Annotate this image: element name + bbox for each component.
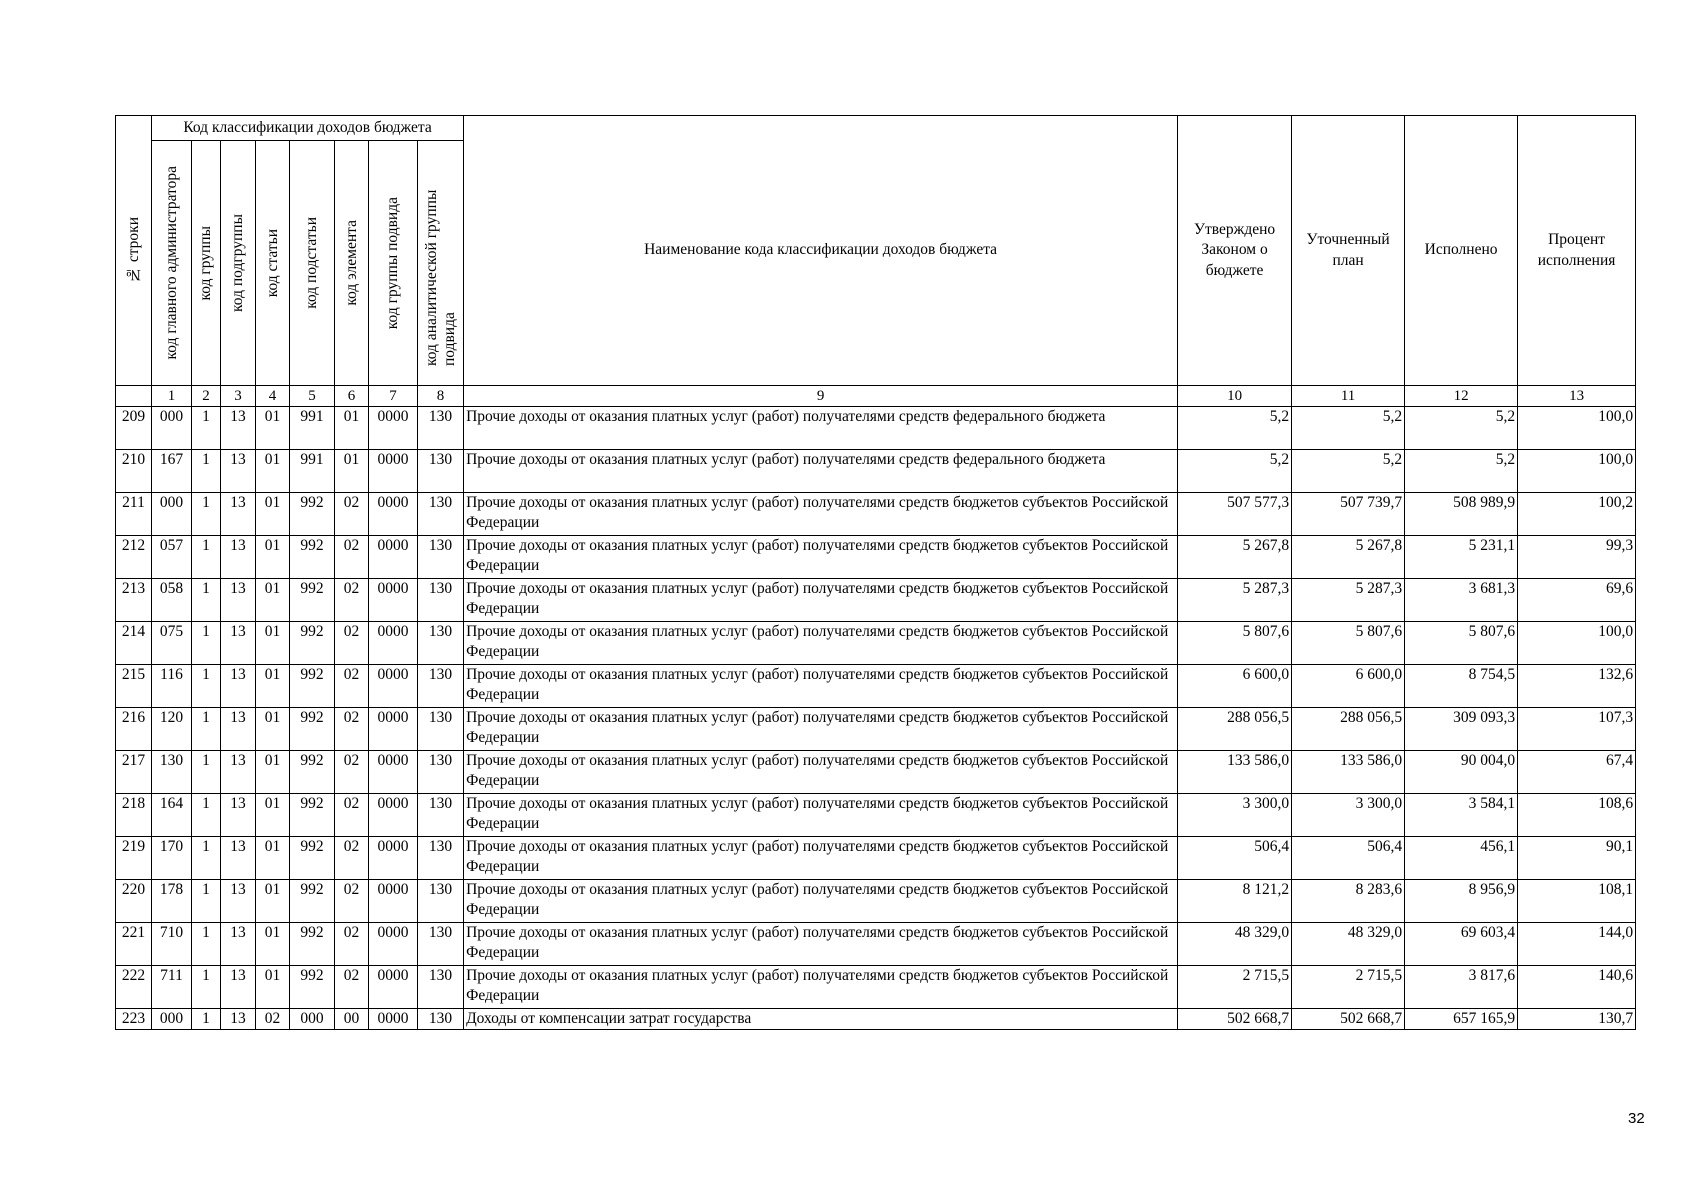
approved-amount-cell: 506,4 [1178, 837, 1292, 880]
revised-plan-cell: 5 287,3 [1292, 579, 1405, 622]
column-number: 9 [464, 386, 1178, 407]
subtype-group-code-cell: 0000 [369, 1009, 418, 1030]
approved-amount-cell: 5,2 [1178, 407, 1292, 450]
subtype-group-code-cell: 0000 [369, 665, 418, 708]
row-number-cell: 216 [116, 708, 152, 751]
subtype-group-code-cell: 0000 [369, 966, 418, 1009]
column-number: 8 [418, 386, 464, 407]
header-name: Наименование кода классификации доходов бюджета [464, 116, 1178, 386]
table-row [116, 751, 1636, 794]
article-code-cell: 01 [256, 407, 290, 450]
subtype-group-code-cell: 0000 [369, 493, 418, 536]
revenue-name-cell: Прочие доходы от оказания платных услуг (работ) получателями средств бюджетов субъектов Российской Федерации [464, 708, 1178, 751]
executed-amount-cell: 5 231,1 [1405, 536, 1518, 579]
header-percent: Процент исполнения [1518, 116, 1636, 386]
element-code-cell: 00 [335, 1009, 369, 1030]
revenue-name-cell: Прочие доходы от оказания платных услуг (работ) получателями средств бюджетов субъектов Российской Федерации [464, 837, 1178, 880]
admin-code-cell: 120 [152, 708, 192, 751]
executed-amount-cell: 69 603,4 [1405, 923, 1518, 966]
group-code-cell: 1 [192, 966, 221, 1009]
admin-code-cell: 075 [152, 622, 192, 665]
column-number: 1 [152, 386, 192, 407]
article-code-cell: 01 [256, 493, 290, 536]
subgroup-code-cell: 13 [221, 579, 256, 622]
executed-amount-cell: 3 681,3 [1405, 579, 1518, 622]
revised-plan-cell: 3 300,0 [1292, 794, 1405, 837]
analytic-group-code-cell: 130 [418, 923, 464, 966]
header-code-subarticle: код подстатьи [290, 141, 335, 386]
table-row [116, 450, 1636, 493]
group-code-cell: 1 [192, 665, 221, 708]
group-code-cell: 1 [192, 536, 221, 579]
article-code-cell: 01 [256, 966, 290, 1009]
subarticle-code-cell: 991 [290, 407, 335, 450]
header-code-article: код статьи [256, 141, 290, 386]
page-number: 32 [1628, 1110, 1645, 1127]
subgroup-code-cell: 13 [221, 751, 256, 794]
admin-code-cell: 130 [152, 751, 192, 794]
row-number-cell: 214 [116, 622, 152, 665]
table-row [116, 966, 1636, 1009]
row-number-cell: 222 [116, 966, 152, 1009]
subgroup-code-cell: 13 [221, 622, 256, 665]
element-code-cell: 02 [335, 880, 369, 923]
subarticle-code-cell: 992 [290, 579, 335, 622]
article-code-cell: 01 [256, 794, 290, 837]
revised-plan-cell: 48 329,0 [1292, 923, 1405, 966]
subgroup-code-cell: 13 [221, 708, 256, 751]
subtype-group-code-cell: 0000 [369, 622, 418, 665]
table-row [116, 579, 1636, 622]
row-number-cell: 212 [116, 536, 152, 579]
subtype-group-code-cell: 0000 [369, 450, 418, 493]
article-code-cell: 01 [256, 579, 290, 622]
table-row [116, 407, 1636, 450]
execution-percent-cell: 100,0 [1518, 407, 1636, 450]
article-code-cell: 01 [256, 450, 290, 493]
revenue-name-cell: Прочие доходы от оказания платных услуг (работ) получателями средств бюджетов субъектов Российской Федерации [464, 923, 1178, 966]
admin-code-cell: 000 [152, 493, 192, 536]
subarticle-code-cell: 992 [290, 536, 335, 579]
subarticle-code-cell: 992 [290, 708, 335, 751]
approved-amount-cell: 2 715,5 [1178, 966, 1292, 1009]
row-number-cell: 215 [116, 665, 152, 708]
table-row [116, 923, 1636, 966]
subgroup-code-cell: 13 [221, 536, 256, 579]
analytic-group-code-cell: 130 [418, 751, 464, 794]
article-code-cell: 01 [256, 665, 290, 708]
subgroup-code-cell: 13 [221, 493, 256, 536]
header-code-subtype-group: код группы подвида [369, 141, 418, 386]
header-code-admin: код главного администратора [152, 141, 192, 386]
column-number: 10 [1178, 386, 1292, 407]
approved-amount-cell: 3 300,0 [1178, 794, 1292, 837]
execution-percent-cell: 140,6 [1518, 966, 1636, 1009]
subgroup-code-cell: 13 [221, 923, 256, 966]
revised-plan-cell: 5 807,6 [1292, 622, 1405, 665]
group-code-cell: 1 [192, 794, 221, 837]
execution-percent-cell: 100,2 [1518, 493, 1636, 536]
column-number: 12 [1405, 386, 1518, 407]
executed-amount-cell: 5,2 [1405, 450, 1518, 493]
executed-amount-cell: 8 956,9 [1405, 880, 1518, 923]
approved-amount-cell: 507 577,3 [1178, 493, 1292, 536]
revised-plan-cell: 506,4 [1292, 837, 1405, 880]
group-code-cell: 1 [192, 579, 221, 622]
element-code-cell: 02 [335, 665, 369, 708]
element-code-cell: 02 [335, 579, 369, 622]
analytic-group-code-cell: 130 [418, 1009, 464, 1030]
element-code-cell: 02 [335, 923, 369, 966]
analytic-group-code-cell: 130 [418, 407, 464, 450]
revenue-name-cell: Прочие доходы от оказания платных услуг (работ) получателями средств федерального бюджета [464, 407, 1178, 450]
execution-percent-cell: 69,6 [1518, 579, 1636, 622]
analytic-group-code-cell: 130 [418, 966, 464, 1009]
execution-percent-cell: 99,3 [1518, 536, 1636, 579]
revised-plan-cell: 2 715,5 [1292, 966, 1405, 1009]
revenue-name-cell: Прочие доходы от оказания платных услуг (работ) получателями средств бюджетов субъектов Российской Федерации [464, 579, 1178, 622]
article-code-cell: 01 [256, 880, 290, 923]
element-code-cell: 02 [335, 966, 369, 1009]
subarticle-code-cell: 000 [290, 1009, 335, 1030]
column-number: 6 [335, 386, 369, 407]
execution-percent-cell: 100,0 [1518, 622, 1636, 665]
executed-amount-cell: 8 754,5 [1405, 665, 1518, 708]
revenue-table [115, 115, 1636, 1030]
group-code-cell: 1 [192, 837, 221, 880]
analytic-group-code-cell: 130 [418, 579, 464, 622]
column-number: 2 [192, 386, 221, 407]
subgroup-code-cell: 13 [221, 794, 256, 837]
subtype-group-code-cell: 0000 [369, 708, 418, 751]
header-executed: Исполнено [1405, 116, 1518, 386]
header-code-subgroup: код подгруппы [221, 141, 256, 386]
header-revised: Уточненный план [1292, 116, 1405, 386]
revenue-name-cell: Прочие доходы от оказания платных услуг (работ) получателями средств бюджетов субъектов Российской Федерации [464, 751, 1178, 794]
subgroup-code-cell: 13 [221, 837, 256, 880]
table-row [116, 665, 1636, 708]
approved-amount-cell: 288 056,5 [1178, 708, 1292, 751]
executed-amount-cell: 508 989,9 [1405, 493, 1518, 536]
revenue-name-cell: Прочие доходы от оказания платных услуг (работ) получателями средств бюджетов субъектов Российской Федерации [464, 665, 1178, 708]
revenue-name-cell: Прочие доходы от оказания платных услуг (работ) получателями средств бюджетов субъектов Российской Федерации [464, 493, 1178, 536]
column-number: 11 [1292, 386, 1405, 407]
revenue-name-cell: Прочие доходы от оказания платных услуг (работ) получателями средств бюджетов субъектов Российской Федерации [464, 622, 1178, 665]
subarticle-code-cell: 992 [290, 622, 335, 665]
revised-plan-cell: 5 267,8 [1292, 536, 1405, 579]
subarticle-code-cell: 992 [290, 837, 335, 880]
column-number [116, 386, 152, 407]
approved-amount-cell: 5,2 [1178, 450, 1292, 493]
table-row [116, 622, 1636, 665]
row-number-cell: 210 [116, 450, 152, 493]
subarticle-code-cell: 992 [290, 751, 335, 794]
admin-code-cell: 710 [152, 923, 192, 966]
admin-code-cell: 058 [152, 579, 192, 622]
table-row [116, 837, 1636, 880]
admin-code-cell: 711 [152, 966, 192, 1009]
row-number-cell: 220 [116, 880, 152, 923]
group-code-cell: 1 [192, 493, 221, 536]
row-number-cell: 219 [116, 837, 152, 880]
table-row [116, 493, 1636, 536]
analytic-group-code-cell: 130 [418, 665, 464, 708]
execution-percent-cell: 108,1 [1518, 880, 1636, 923]
subtype-group-code-cell: 0000 [369, 751, 418, 794]
group-code-cell: 1 [192, 708, 221, 751]
subgroup-code-cell: 13 [221, 1009, 256, 1030]
column-number: 5 [290, 386, 335, 407]
execution-percent-cell: 67,4 [1518, 751, 1636, 794]
subarticle-code-cell: 992 [290, 665, 335, 708]
executed-amount-cell: 90 004,0 [1405, 751, 1518, 794]
row-number-cell: 218 [116, 794, 152, 837]
execution-percent-cell: 100,0 [1518, 450, 1636, 493]
subgroup-code-cell: 13 [221, 407, 256, 450]
executed-amount-cell: 3 584,1 [1405, 794, 1518, 837]
header-classification-group: Код классификации доходов бюджета [152, 116, 464, 141]
revised-plan-cell: 6 600,0 [1292, 665, 1405, 708]
element-code-cell: 02 [335, 837, 369, 880]
subtype-group-code-cell: 0000 [369, 794, 418, 837]
article-code-cell: 02 [256, 1009, 290, 1030]
header-approved: Утверждено Законом о бюджете [1178, 116, 1292, 386]
subarticle-code-cell: 992 [290, 966, 335, 1009]
header-group-row [116, 116, 1636, 141]
admin-code-cell: 057 [152, 536, 192, 579]
executed-amount-cell: 657 165,9 [1405, 1009, 1518, 1030]
row-number-cell: 221 [116, 923, 152, 966]
header-code-group: код группы [192, 141, 221, 386]
revenue-name-cell: Прочие доходы от оказания платных услуг (работ) получателями средств бюджетов субъектов Российской Федерации [464, 880, 1178, 923]
executed-amount-cell: 309 093,3 [1405, 708, 1518, 751]
approved-amount-cell: 5 807,6 [1178, 622, 1292, 665]
executed-amount-cell: 3 817,6 [1405, 966, 1518, 1009]
element-code-cell: 02 [335, 751, 369, 794]
analytic-group-code-cell: 130 [418, 536, 464, 579]
element-code-cell: 02 [335, 536, 369, 579]
subtype-group-code-cell: 0000 [369, 579, 418, 622]
article-code-cell: 01 [256, 751, 290, 794]
revenue-name-cell: Доходы от компенсации затрат государства [464, 1009, 1178, 1030]
approved-amount-cell: 502 668,7 [1178, 1009, 1292, 1030]
analytic-group-code-cell: 130 [418, 837, 464, 880]
element-code-cell: 01 [335, 450, 369, 493]
article-code-cell: 01 [256, 923, 290, 966]
article-code-cell: 01 [256, 837, 290, 880]
subtype-group-code-cell: 0000 [369, 837, 418, 880]
article-code-cell: 01 [256, 622, 290, 665]
analytic-group-code-cell: 130 [418, 880, 464, 923]
admin-code-cell: 170 [152, 837, 192, 880]
column-number: 4 [256, 386, 290, 407]
approved-amount-cell: 8 121,2 [1178, 880, 1292, 923]
admin-code-cell: 164 [152, 794, 192, 837]
row-number-cell: 217 [116, 751, 152, 794]
admin-code-cell: 000 [152, 1009, 192, 1030]
group-code-cell: 1 [192, 751, 221, 794]
subgroup-code-cell: 13 [221, 450, 256, 493]
subarticle-code-cell: 991 [290, 450, 335, 493]
executed-amount-cell: 456,1 [1405, 837, 1518, 880]
element-code-cell: 01 [335, 407, 369, 450]
admin-code-cell: 116 [152, 665, 192, 708]
element-code-cell: 02 [335, 622, 369, 665]
row-number-cell: 223 [116, 1009, 152, 1030]
table-row [116, 536, 1636, 579]
admin-code-cell: 167 [152, 450, 192, 493]
subtype-group-code-cell: 0000 [369, 536, 418, 579]
approved-amount-cell: 133 586,0 [1178, 751, 1292, 794]
subarticle-code-cell: 992 [290, 880, 335, 923]
element-code-cell: 02 [335, 493, 369, 536]
execution-percent-cell: 90,1 [1518, 837, 1636, 880]
executed-amount-cell: 5 807,6 [1405, 622, 1518, 665]
column-number-row [116, 386, 1636, 407]
element-code-cell: 02 [335, 708, 369, 751]
analytic-group-code-cell: 130 [418, 794, 464, 837]
column-number: 7 [369, 386, 418, 407]
group-code-cell: 1 [192, 407, 221, 450]
group-code-cell: 1 [192, 880, 221, 923]
subarticle-code-cell: 992 [290, 794, 335, 837]
budget-sheet [115, 115, 1635, 1030]
revised-plan-cell: 502 668,7 [1292, 1009, 1405, 1030]
revised-plan-cell: 133 586,0 [1292, 751, 1405, 794]
revised-plan-cell: 8 283,6 [1292, 880, 1405, 923]
subgroup-code-cell: 13 [221, 665, 256, 708]
element-code-cell: 02 [335, 794, 369, 837]
revenue-name-cell: Прочие доходы от оказания платных услуг (работ) получателями средств бюджетов субъектов Российской Федерации [464, 966, 1178, 1009]
row-number-cell: 213 [116, 579, 152, 622]
subtype-group-code-cell: 0000 [369, 407, 418, 450]
row-number-cell: 211 [116, 493, 152, 536]
analytic-group-code-cell: 130 [418, 493, 464, 536]
row-number-cell: 209 [116, 407, 152, 450]
revenue-name-cell: Прочие доходы от оказания платных услуг (работ) получателями средств федерального бюджета [464, 450, 1178, 493]
header-row-no: № строки [116, 116, 152, 386]
header-code-element: код элемента [335, 141, 369, 386]
subarticle-code-cell: 992 [290, 493, 335, 536]
revised-plan-cell: 507 739,7 [1292, 493, 1405, 536]
table-row [116, 794, 1636, 837]
execution-percent-cell: 130,7 [1518, 1009, 1636, 1030]
analytic-group-code-cell: 130 [418, 622, 464, 665]
subarticle-code-cell: 992 [290, 923, 335, 966]
subgroup-code-cell: 13 [221, 966, 256, 1009]
table-body [116, 407, 1636, 1030]
admin-code-cell: 000 [152, 407, 192, 450]
revised-plan-cell: 5,2 [1292, 407, 1405, 450]
execution-percent-cell: 144,0 [1518, 923, 1636, 966]
analytic-group-code-cell: 130 [418, 450, 464, 493]
revised-plan-cell: 288 056,5 [1292, 708, 1405, 751]
table-row [116, 708, 1636, 751]
column-number: 3 [221, 386, 256, 407]
approved-amount-cell: 5 267,8 [1178, 536, 1292, 579]
execution-percent-cell: 108,6 [1518, 794, 1636, 837]
table-row [116, 880, 1636, 923]
revenue-name-cell: Прочие доходы от оказания платных услуг (работ) получателями средств бюджетов субъектов Российской Федерации [464, 794, 1178, 837]
execution-percent-cell: 107,3 [1518, 708, 1636, 751]
revised-plan-cell: 5,2 [1292, 450, 1405, 493]
approved-amount-cell: 48 329,0 [1178, 923, 1292, 966]
group-code-cell: 1 [192, 622, 221, 665]
group-code-cell: 1 [192, 450, 221, 493]
approved-amount-cell: 5 287,3 [1178, 579, 1292, 622]
article-code-cell: 01 [256, 536, 290, 579]
subtype-group-code-cell: 0000 [369, 880, 418, 923]
execution-percent-cell: 132,6 [1518, 665, 1636, 708]
admin-code-cell: 178 [152, 880, 192, 923]
group-code-cell: 1 [192, 1009, 221, 1030]
header-code-analytic-group: код аналитической группы подвида [418, 141, 464, 386]
table-row [116, 1009, 1636, 1030]
subgroup-code-cell: 13 [221, 880, 256, 923]
article-code-cell: 01 [256, 708, 290, 751]
column-number: 13 [1518, 386, 1636, 407]
analytic-group-code-cell: 130 [418, 708, 464, 751]
group-code-cell: 1 [192, 923, 221, 966]
executed-amount-cell: 5,2 [1405, 407, 1518, 450]
subtype-group-code-cell: 0000 [369, 923, 418, 966]
revenue-name-cell: Прочие доходы от оказания платных услуг (работ) получателями средств бюджетов субъектов Российской Федерации [464, 536, 1178, 579]
approved-amount-cell: 6 600,0 [1178, 665, 1292, 708]
